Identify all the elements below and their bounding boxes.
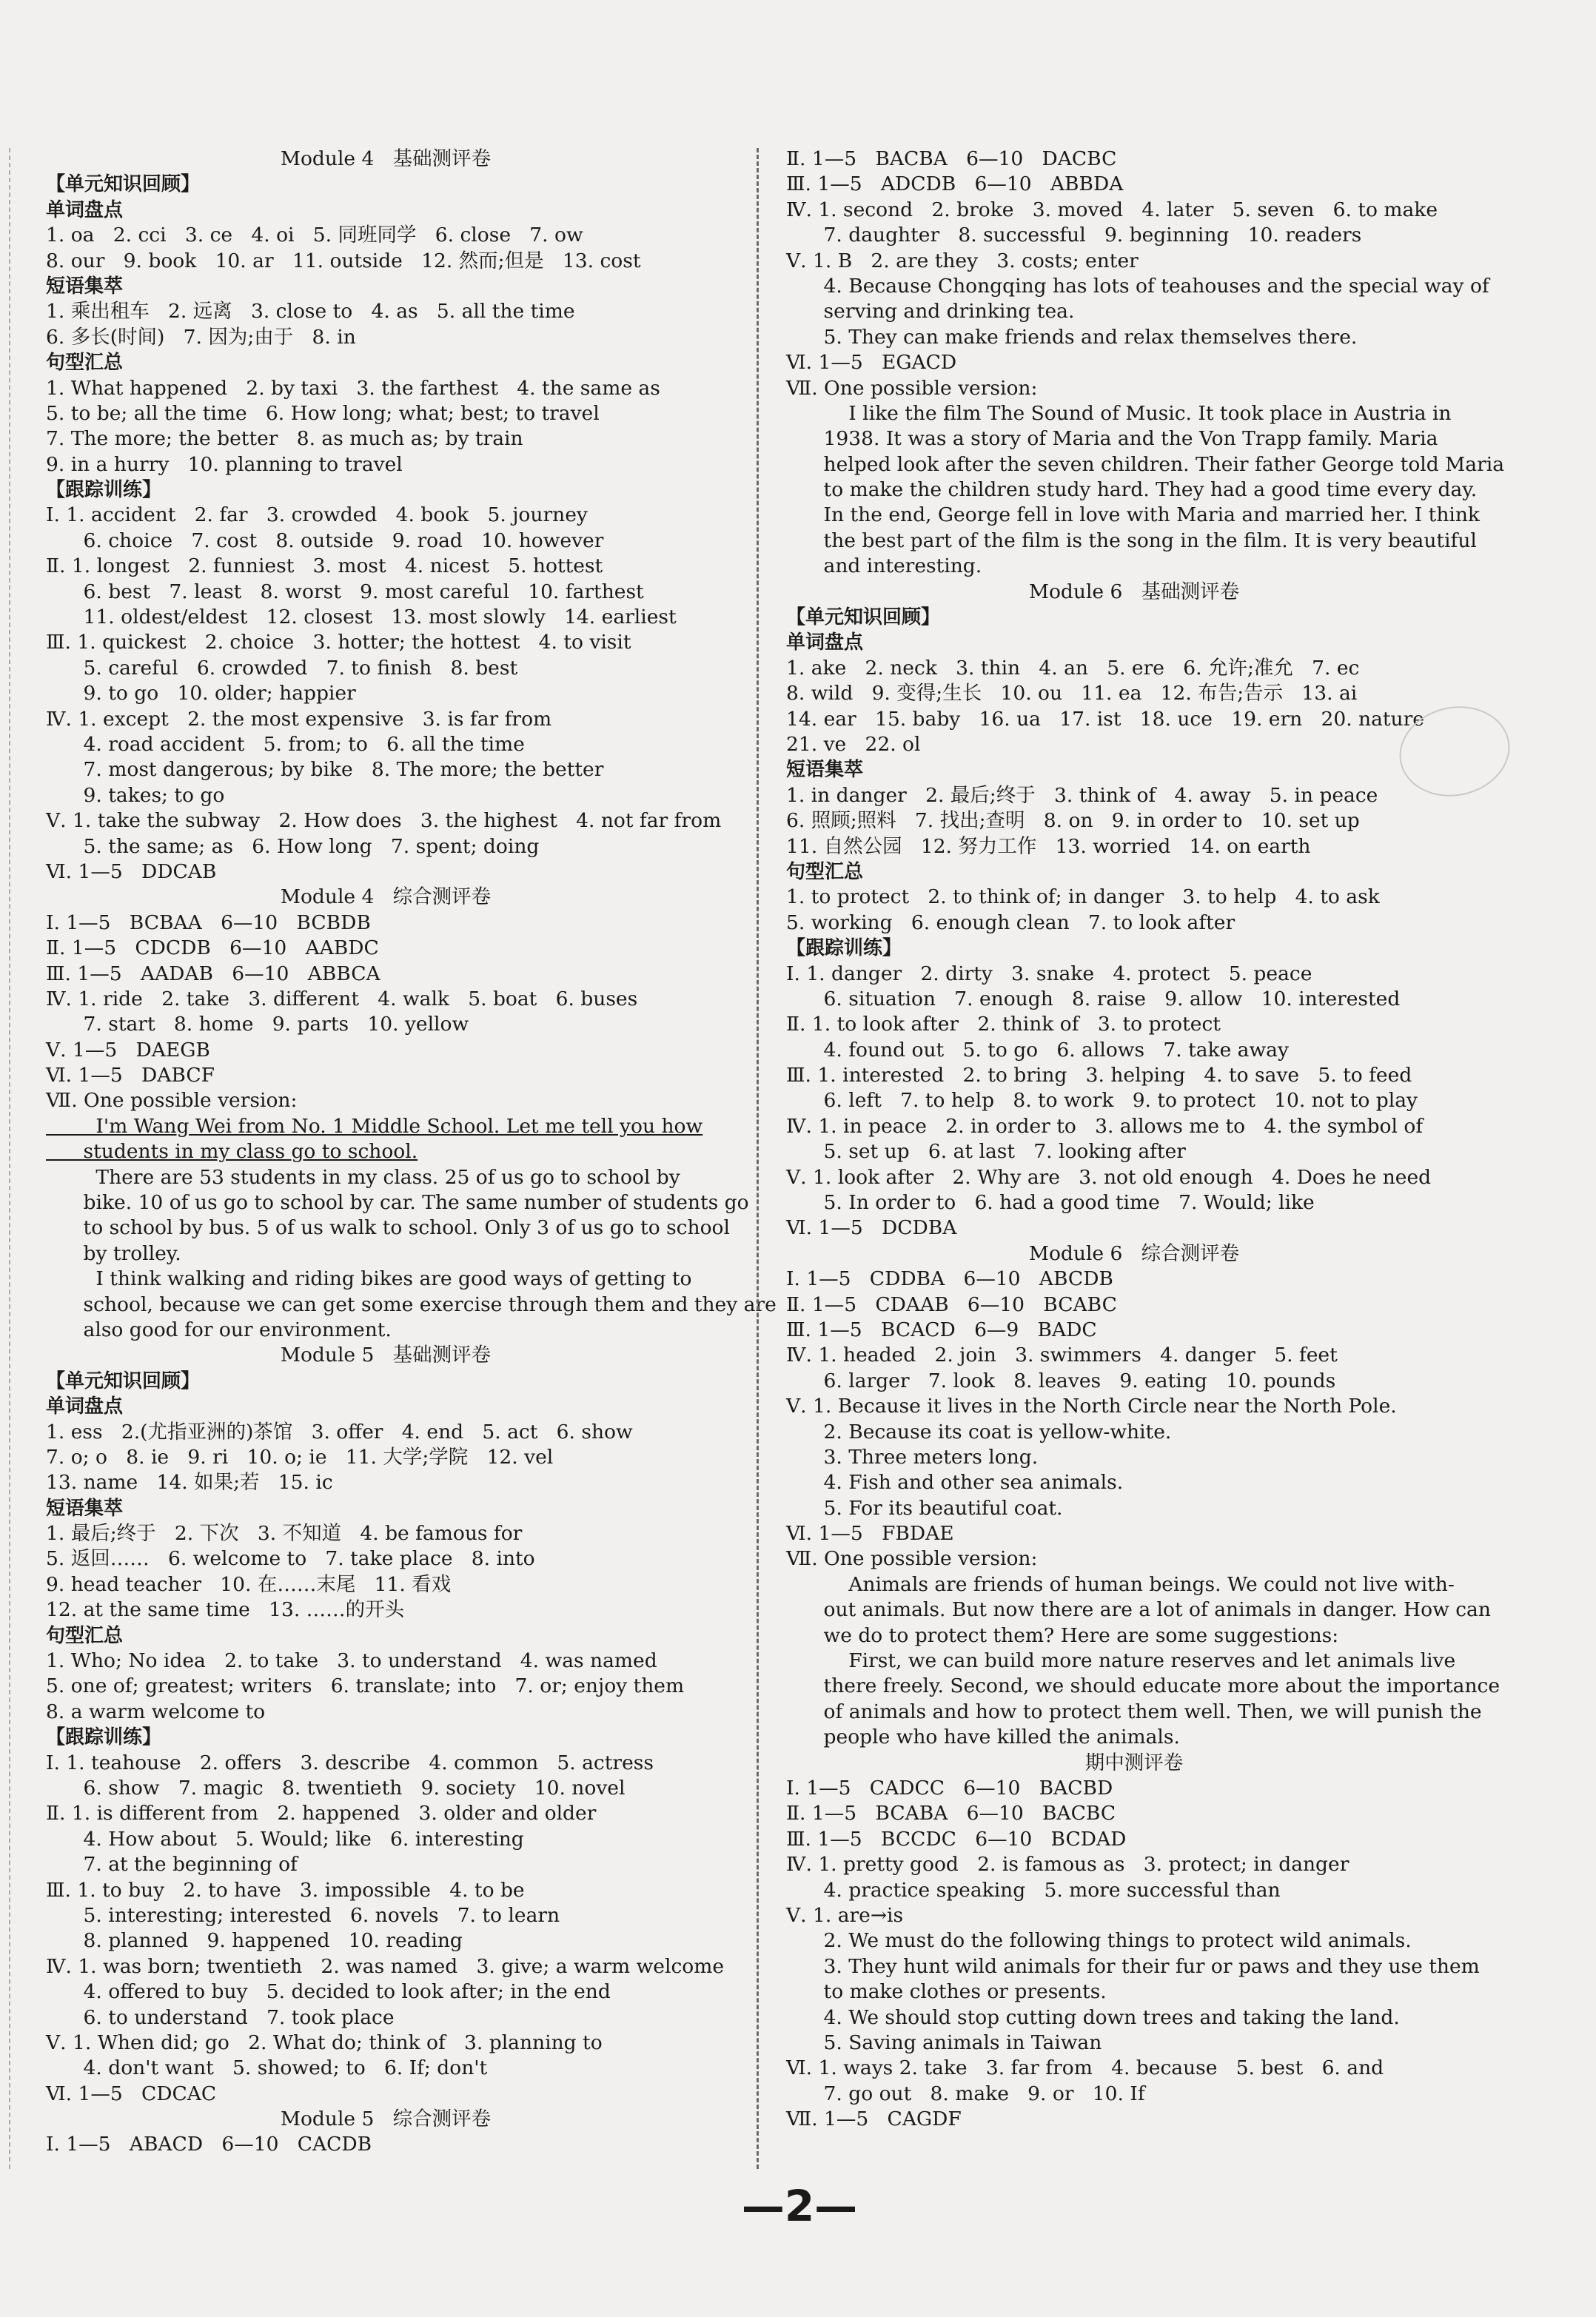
answer-line: I'm Wang Wei from No. 1 Middle School. Let me tell you how [46, 1114, 703, 1138]
answer-line: Ⅵ. 1—5 DCDBA [786, 1216, 957, 1240]
answer-line: Ⅳ. 1. except 2. the most expensive 3. is far from [46, 707, 552, 731]
answer-line: and interesting. [786, 554, 982, 578]
section-title: Module 4 基础测评卷 [280, 147, 492, 170]
section-header: 【单元知识回顾】 [46, 173, 201, 196]
answer-line: the best part of the film is the song in the film. It is very beautiful [786, 529, 1477, 552]
answer-line: 5. one of; greatest; writers 6. translate; into 7. or; enjoy them [46, 1674, 685, 1698]
answer-line: 8. a warm welcome to [46, 1700, 266, 1723]
answer-line: 2. We must do the following things to protect wild animals. [786, 1929, 1412, 1953]
answer-line: 5. the same; as 6. How long 7. spent; doing [46, 834, 540, 858]
answer-line: 1. What happened 2. by taxi 3. the farthest 4. the same as [46, 376, 660, 400]
answer-line: Ⅱ. 1—5 BCABA 6—10 BACBC [786, 1802, 1116, 1825]
section-title: 期中测评卷 [1084, 1751, 1184, 1774]
answer-line: 4. offered to buy 5. decided to look after; in the end [46, 1980, 611, 2004]
answer-line: 9. head teacher 10. 在……末尾 11. 看戏 [46, 1572, 452, 1596]
answer-line: Ⅲ. 1. interested 2. to bring 3. helping 4. to save 5. to feed [786, 1064, 1412, 1087]
answer-line: 7. The more; the better 8. as much as; by train [46, 427, 523, 451]
answer-line: 5. interesting; interested 6. novels 7. to learn [46, 1903, 560, 1927]
answer-line: Ⅱ. 1—5 CDAAB 6—10 BCABC [786, 1292, 1117, 1316]
answer-line: I think walking and riding bikes are good ways of getting to [46, 1267, 692, 1291]
section-title: Module 6 基础测评卷 [1028, 580, 1240, 603]
section-header: 【跟踪训练】 [46, 1726, 162, 1749]
answer-line: 8. planned 9. happened 10. reading [46, 1929, 463, 1953]
answer-line: Ⅲ. 1—5 BCACD 6—9 BADC [786, 1318, 1097, 1341]
answer-line: 7. most dangerous; by bike 8. The more; the better [46, 758, 604, 782]
answer-line: I like the film The Sound of Music. It took place in Austria in [786, 401, 1452, 425]
answer-line: Ⅶ. One possible version: [786, 376, 1038, 400]
section-header: 【跟踪训练】 [46, 479, 162, 502]
subsection-header: 短语集萃 [786, 759, 864, 782]
section-title: Module 5 综合测评卷 [280, 2108, 492, 2131]
answer-line: 6. larger 7. look 8. leaves 9. eating 10. pounds [786, 1369, 1336, 1392]
answer-line: Ⅴ. 1—5 DAEGB [46, 1038, 210, 1062]
answer-line: 14. ear 15. baby 16. ua 17. ist 18. uce 19. ern 20. nature [786, 707, 1424, 731]
answer-line: Ⅰ. 1—5 CADCC 6—10 BACBD [786, 1777, 1113, 1800]
answer-line: Ⅰ. 1. danger 2. dirty 3. snake 4. protect 5. peace [786, 962, 1312, 985]
answer-line: of animals and how to protect them well. Then, we will punish the [786, 1700, 1482, 1723]
answer-line: 5. set up 6. at last 7. looking after [786, 1140, 1186, 1164]
answer-line: 6. 照顾;照料 7. 找出;查明 8. on 9. in order to 10. set up [786, 809, 1360, 833]
answer-line: school, because we can get some exercise through them and they are [46, 1292, 777, 1316]
section-header: 【单元知识回顾】 [786, 606, 941, 629]
answer-line: Ⅰ. 1—5 ABACD 6—10 CACDB [46, 2133, 372, 2156]
answer-line: 4. practice speaking 5. more successful than [786, 1878, 1281, 1902]
section-title: Module 5 基础测评卷 [280, 1344, 492, 1367]
answer-line: 1. ake 2. neck 3. thin 4. an 5. ere 6. 允许;准允 7. ec [786, 656, 1360, 680]
answer-line: 1. Who; No idea 2. to take 3. to understand 4. was named [46, 1649, 657, 1673]
answer-line: 6. choice 7. cost 8. outside 9. road 10. however [46, 529, 604, 552]
answer-line: 7. go out 8. make 9. or 10. If [786, 2082, 1145, 2105]
answer-line: Ⅳ. 1. ride 2. take 3. different 4. walk 5. boat 6. buses [46, 987, 638, 1010]
column-divider [757, 148, 759, 2169]
answer-line: Ⅱ. 1—5 CDCDB 6—10 AABDC [46, 936, 379, 960]
subsection-header: 单词盘点 [786, 631, 864, 654]
answer-line: 8. wild 9. 变得;生长 10. ou 11. ea 12. 布告;告示 13. ai [786, 682, 1358, 705]
answer-line: 13. name 14. 如果;若 15. ic [46, 1471, 333, 1495]
right-column [786, 147, 1505, 2132]
answer-line: 4. found out 5. to go 6. allows 7. take away [786, 1038, 1289, 1062]
answer-line: students in my class go to school. [46, 1140, 418, 1164]
answer-line: Ⅳ. 1. headed 2. join 3. swimmers 4. danger 5. feet [786, 1344, 1338, 1367]
section-header: 【跟踪训练】 [786, 937, 902, 960]
answer-line: Animals are friends of human beings. We could not live with- [786, 1572, 1455, 1596]
subsection-header: 短语集萃 [46, 275, 124, 298]
answer-line: Ⅱ. 1. to look after 2. think of 3. to protect [786, 1013, 1221, 1036]
answer-line: 6. best 7. least 8. worst 9. most careful 10. farthest [46, 580, 644, 603]
answer-line: Ⅴ. 1. B 2. are they 3. costs; enter [786, 249, 1139, 272]
answer-line: 1. 最后;终于 2. 下次 3. 不知道 4. be famous for [46, 1522, 523, 1546]
answer-line: Ⅴ. 1. When did; go 2. What do; think of 3. planning to [46, 2031, 603, 2054]
left-column [46, 147, 777, 2158]
answer-line: Ⅲ. 1. to buy 2. to have 3. impossible 4. to be [46, 1878, 525, 1902]
answer-line: Ⅶ. One possible version: [46, 1089, 298, 1113]
answer-line: Ⅴ. 1. take the subway 2. How does 3. the highest 4. not far from [46, 809, 722, 833]
answer-line: Ⅰ. 1. accident 2. far 3. crowded 4. book 5. journey [46, 503, 588, 527]
answer-line: 5. 返回…… 6. welcome to 7. take place 8. into [46, 1547, 535, 1571]
answer-line: to make the children study hard. They had a good time every day. [786, 478, 1478, 502]
answer-line: 6. show 7. magic 8. twentieth 9. society 10. novel [46, 1777, 626, 1800]
subsection-header: 单词盘点 [46, 1395, 124, 1418]
answer-line: 1. to protect 2. to think of; in danger 3. to help 4. to ask [786, 885, 1380, 909]
answer-line: Ⅳ. 1. second 2. broke 3. moved 4. later 5. seven 6. to make [786, 198, 1438, 221]
answer-line: First, we can build more nature reserves and let animals live [786, 1649, 1456, 1673]
section-title: Module 6 综合测评卷 [1028, 1241, 1240, 1265]
answer-line: 6. 多长(时间) 7. 因为;由于 8. in [46, 325, 356, 349]
answer-line: Ⅴ. 1. are→is [786, 1903, 904, 1927]
answer-line: Ⅲ. 1—5 BCCDC 6—10 BCDAD [786, 1827, 1127, 1851]
answer-line: by trolley. [46, 1241, 181, 1265]
answer-line: 6. situation 7. enough 8. raise 9. allow 10. interested [786, 987, 1401, 1010]
answer-line: 4. road accident 5. from; to 6. all the time [46, 732, 525, 756]
answer-line: helped look after the seven children. Their father George told Maria [786, 452, 1505, 476]
answer-line: 5. For its beautiful coat. [786, 1496, 1063, 1520]
answer-line: 2. Because its coat is yellow-white. [786, 1420, 1172, 1443]
answer-line: Ⅰ. 1—5 BCBAA 6—10 BCBDB [46, 911, 371, 934]
answer-line: 5. They can make friends and relax themselves there. [786, 325, 1358, 349]
answer-line: 5. to be; all the time 6. How long; what; best; to travel [46, 401, 600, 425]
answer-line: 1. 乘出租车 2. 远离 3. close to 4. as 5. all the time [46, 300, 575, 323]
answer-line: Ⅵ. 1. ways 2. take 3. far from 4. because 5. best 6. and [786, 2056, 1384, 2080]
answer-line: 3. Three meters long. [786, 1445, 1039, 1469]
answer-line: Ⅱ. 1—5 BACBA 6—10 DACBC [786, 147, 1117, 170]
answer-line: out animals. But now there are a lot of animals in danger. How can [786, 1598, 1491, 1622]
subsection-header: 句型汇总 [46, 1624, 124, 1647]
subsection-header: 短语集萃 [46, 1497, 124, 1520]
answer-line: to school by bus. 5 of us walk to school. Only 3 of us go to school [46, 1216, 730, 1240]
answer-line: Ⅳ. 1. in peace 2. in order to 3. allows me to 4. the symbol of [786, 1114, 1424, 1138]
answer-line: Ⅴ. 1. Because it lives in the North Circle near the North Pole. [786, 1395, 1397, 1418]
answer-line: Ⅵ. 1—5 CDCAC [46, 2082, 217, 2105]
answer-line: Ⅵ. 1—5 FBDAE [786, 1522, 954, 1546]
answer-line: 5. working 6. enough clean 7. to look after [786, 911, 1235, 934]
answer-line: Ⅰ. 1—5 CDDBA 6—10 ABCDB [786, 1267, 1113, 1291]
answer-line: 1. in danger 2. 最后;终于 3. think of 4. away 5. in peace [786, 783, 1378, 807]
answer-line: 9. takes; to go [46, 783, 225, 807]
subsection-header: 句型汇总 [46, 352, 124, 375]
answer-line: 11. oldest/eldest 12. closest 13. most slowly 14. earliest [46, 606, 677, 629]
answer-line: to make clothes or presents. [786, 1980, 1107, 2004]
answer-line: Ⅱ. 1. is different from 2. happened 3. older and older [46, 1802, 597, 1825]
answer-line: 5. careful 6. crowded 7. to finish 8. best [46, 656, 518, 680]
answer-line: people who have killed the animals. [786, 1726, 1180, 1749]
answer-line: Ⅳ. 1. was born; twentieth 2. was named 3. give; a warm welcome [46, 1954, 725, 1978]
answer-line: 21. ve 22. ol [786, 732, 921, 756]
answer-line: 8. our 9. book 10. ar 11. outside 12. 然而;但是 13. cost [46, 249, 641, 272]
answer-line: Ⅶ. One possible version: [786, 1547, 1038, 1571]
answer-line: 7. at the beginning of [46, 1853, 298, 1877]
answer-line: Ⅵ. 1—5 DDCAB [46, 859, 217, 883]
section-header: 【单元知识回顾】 [46, 1369, 201, 1392]
answer-line: 5. Saving animals in Taiwan [786, 2031, 1102, 2054]
answer-line: Ⅵ. 1—5 DABCF [46, 1064, 215, 1087]
answer-line: 7. o; o 8. ie 9. ri 10. o; ie 11. 大学;学院 12. vel [46, 1445, 554, 1469]
answer-line: 11. 自然公园 12. 努力工作 13. worried 14. on earth [786, 834, 1311, 858]
answer-line: 1. ess 2.(尤指亚洲的)茶馆 3. offer 4. end 5. act 6. show [46, 1420, 633, 1443]
answer-line: 9. to go 10. older; happier [46, 682, 356, 705]
section-title: Module 4 综合测评卷 [280, 885, 492, 909]
answer-line: Ⅰ. 1. teahouse 2. offers 3. describe 4. common 5. actress [46, 1751, 654, 1774]
answer-line: Ⅲ. 1. quickest 2. choice 3. hotter; the hottest 4. to visit [46, 631, 631, 654]
answer-line: 4. Fish and other sea animals. [786, 1471, 1124, 1495]
answer-line: there freely. Second, we should educate more about the importance [786, 1674, 1501, 1698]
answer-line: we do to protect them? Here are some suggestions: [786, 1623, 1339, 1647]
answer-line: Ⅳ. 1. pretty good 2. is famous as 3. protect; in danger [786, 1853, 1349, 1877]
answer-line: 1. oa 2. cci 3. ce 4. oi 5. 同班同学 6. close 7. ow [46, 224, 583, 247]
subsection-header: 句型汇总 [786, 860, 864, 883]
answer-line: 7. daughter 8. successful 9. beginning 10. readers [786, 224, 1362, 247]
answer-line: serving and drinking tea. [786, 300, 1075, 323]
answer-line: 4. don't want 5. showed; to 6. If; don't [46, 2056, 488, 2080]
answer-line: Ⅲ. 1—5 ADCDB 6—10 ABBDA [786, 172, 1124, 196]
answer-line: 12. at the same time 13. ……的开头 [46, 1598, 405, 1622]
answer-line: 6. left 7. to help 8. to work 9. to protect 10. not to play [786, 1089, 1418, 1113]
answer-line: 4. Because Chongqing has lots of teahouses and the special way of [786, 274, 1489, 298]
binding-edge-line [9, 148, 10, 2169]
answer-line: Ⅵ. 1—5 EGACD [786, 351, 957, 375]
answer-line: 4. We should stop cutting down trees and taking the land. [786, 2005, 1400, 2029]
answer-line: Ⅱ. 1. longest 2. funniest 3. most 4. nicest 5. hottest [46, 554, 603, 578]
answer-line: bike. 10 of us go to school by car. The same number of students go [46, 1191, 749, 1215]
page-number: —2— [741, 2181, 858, 2231]
subsection-header: 单词盘点 [46, 198, 124, 221]
answer-line: In the end, George fell in love with Maria and married her. I think [786, 503, 1480, 527]
answer-line: 7. start 8. home 9. parts 10. yellow [46, 1013, 469, 1036]
answer-line: Ⅲ. 1—5 AADAB 6—10 ABBCA [46, 962, 380, 985]
answer-line: 9. in a hurry 10. planning to travel [46, 452, 403, 476]
answer-line: 3. They hunt wild animals for their fur or paws and they use them [786, 1954, 1480, 1978]
answer-line: Ⅶ. 1—5 CAGDF [786, 2108, 962, 2131]
answer-line: Ⅴ. 1. look after 2. Why are 3. not old enough 4. Does he need [786, 1165, 1432, 1189]
answer-line: 4. How about 5. Would; like 6. interesting [46, 1827, 524, 1851]
answer-line: 1938. It was a story of Maria and the Von Trapp family. Maria [786, 427, 1438, 451]
answer-line: 6. to understand 7. took place [46, 2005, 395, 2029]
answer-line: There are 53 students in my class. 25 of us go to school by [46, 1165, 680, 1189]
answer-line: also good for our environment. [46, 1318, 392, 1341]
answer-line: 5. In order to 6. had a good time 7. Would; like [786, 1191, 1315, 1215]
